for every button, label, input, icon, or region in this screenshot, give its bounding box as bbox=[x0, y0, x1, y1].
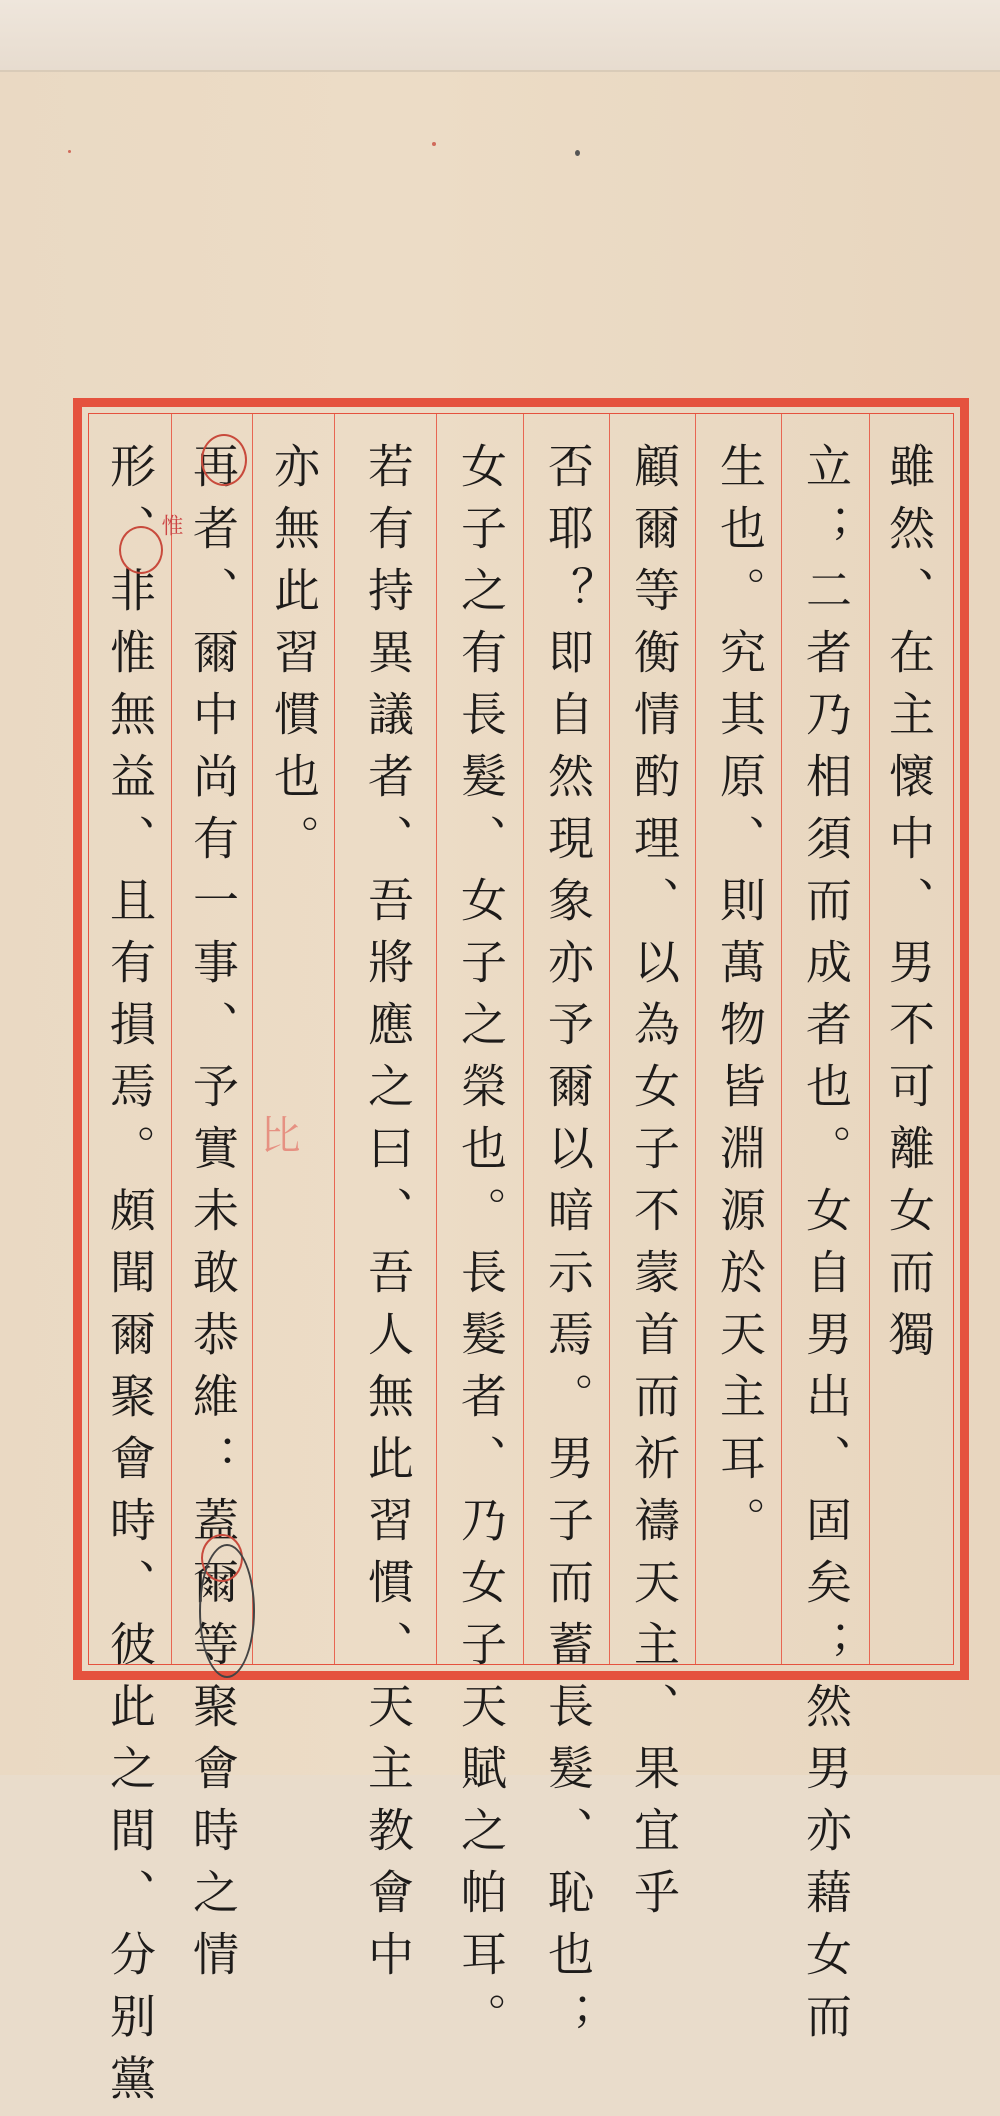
column-rule bbox=[695, 414, 696, 1664]
column-rule bbox=[609, 414, 610, 1664]
text-frame-inner bbox=[88, 413, 954, 2116]
correction-circle bbox=[201, 434, 247, 486]
column-rule bbox=[171, 414, 172, 1664]
margin-note: 惟 bbox=[158, 514, 183, 536]
text-column-7: 若有持異議者、吾將應之曰、吾人無此習慣、天主教會中 bbox=[361, 442, 415, 1992]
ink-speck bbox=[575, 150, 580, 156]
text-column-6: 女子之有長髮、女子之榮也。長髮者、乃女子天賦之帕耳。 bbox=[454, 442, 508, 2054]
column-rule bbox=[436, 414, 437, 1664]
text-column-2: 立；二者乃相須而成者也。女自男出、固矣；然男亦藉女而 bbox=[799, 442, 853, 2054]
ink-speck bbox=[68, 150, 71, 153]
column-rule bbox=[523, 414, 524, 1664]
text-column-4: 顧爾等衡情酌理、以為女子不蒙首而祈禱天主、果宜乎 bbox=[627, 442, 681, 1930]
text-column-10: 形、非惟無益、且有損焉。頗聞爾聚會時、彼此之間、分别黨 bbox=[103, 442, 157, 2116]
column-rule bbox=[334, 414, 335, 1664]
column-rule bbox=[252, 414, 253, 1664]
text-column-1: 雖然、在主懷中、男不可離女而獨 bbox=[882, 442, 936, 1372]
text-column-9: 再者、爾中尚有一事、予實未敢恭維：蓋爾等聚會時之情 bbox=[186, 442, 240, 1992]
book-top-strip bbox=[0, 0, 1000, 72]
column-rule bbox=[781, 414, 782, 1664]
pencil-bracket-mark bbox=[199, 1544, 255, 1678]
text-frame bbox=[73, 398, 969, 2116]
faded-stamp-mark: 比 bbox=[254, 1114, 300, 1154]
column-rule bbox=[869, 414, 870, 1664]
text-column-5: 否耶？即自然現象亦予爾以暗示焉。男子而蓄長髮、恥也； bbox=[541, 442, 595, 2054]
correction-circle bbox=[119, 526, 163, 574]
text-column-8: 亦無此習慣也。 bbox=[267, 442, 321, 876]
text-column-3: 生也。究其原、則萬物皆淵源於天主耳。 bbox=[713, 442, 767, 1558]
ink-speck bbox=[432, 142, 436, 146]
